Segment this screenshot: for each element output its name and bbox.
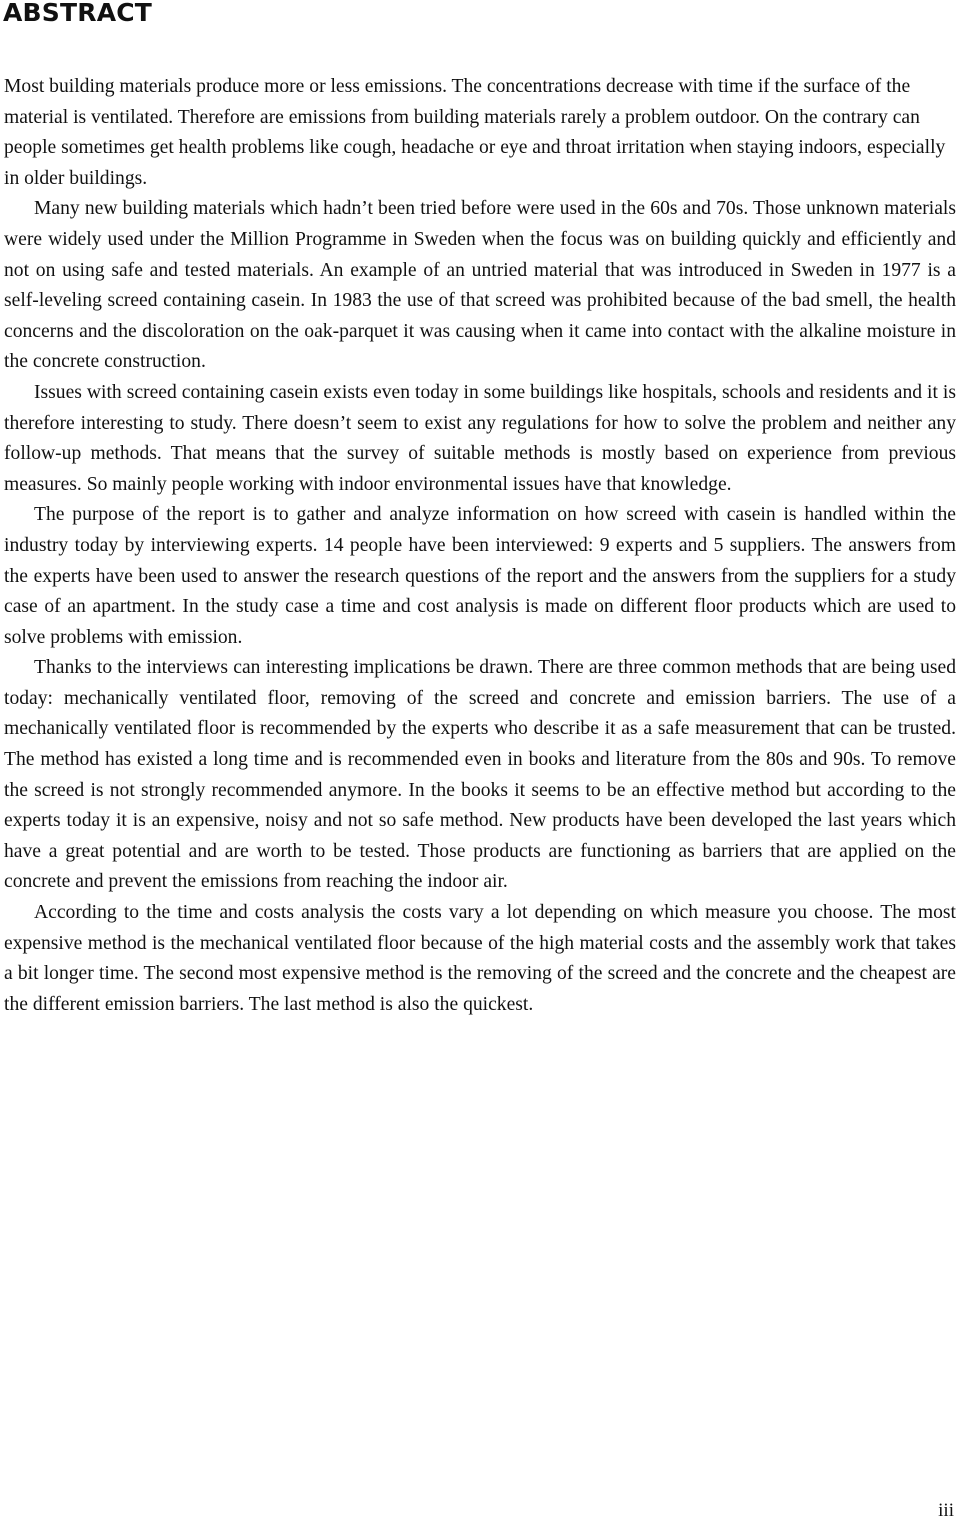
paragraph-cost-analysis: According to the time and costs analysis the costs vary a lot depending on which measure you choose. The most expensive method is the mechanical ventilated floor because of the high material costs and the assembly work that takes a bit longer time. The second most expensive method is the removing of the screed and the concrete and the cheapest are the different emission barriers. The last method is also the quickest. — [4, 902, 956, 1015]
page-number: iii — [938, 1500, 954, 1521]
paragraph-issues: Issues with screed containing casein exists even today in some buildings like hospitals, schools and residents and it is therefore interesting to study. There doesn’t seem to exist any regulations for how to solve the problem and neither any follow-up methods. That means that the survey of suitable methods is mostly based on experience from previous measures. So mainly people working with indoor environmental issues have that knowledge. — [4, 381, 956, 495]
paragraph-purpose: The purpose of the report is to gather and analyze information on how screed with casein is handled within the industry today by interviewing experts. 14 people have been interviewed: 9 experts and 5 suppliers. The answers from the experts have been used to answer the research questions of the report and the answers from the suppliers for a study case of an apartment. In the study case a time and cost analysis is made on different floor products which are used to solve problems with emission. — [4, 504, 956, 648]
abstract-body — [4, 72, 956, 1020]
paragraph-findings: Thanks to the interviews can interesting implications be drawn. There are three common methods that are being used today: mechanically ventilated floor, removing of the screed and concrete and emission barriers. The use of a mechanically ventilated floor is recommended by the experts who describe it as a safe measurement that can be trusted. The method has existed a long time and is recommended even in books and literature from the 80s and 90s. To remove the screed is not strongly recommended anymore. In the books it seems to be an effective method but according to the experts today it is an expensive, noisy and not so safe method. New products have been developed the last years which have a great potential and are worth to be tested. Those products are functioning as barriers that are applied on the concrete and prevent the emissions from reaching the indoor air. — [4, 657, 956, 893]
paragraph-intro: Most building materials produce more or less emissions. The concentrations decrease with time if the surface of the material is ventilated. Therefore are emissions from building materials rarely a problem outdoor. On the contrary can people sometimes get health problems like cough, headache or eye and throat irritation when staying indoors, especially in older buildings. — [4, 76, 946, 189]
paragraph-background: Many new building materials which hadn’t been tried before were used in the 60s and 70s. Those unknown materials were widely used under the Million Programme in Sweden when the focus was on building quickly and efficiently and not on using safe and tested materials. An example of an untried material that was introduced in Sweden in 1977 is a self-leveling screed containing casein. In 1983 the use of that screed was prohibited because of the bad smell, the health concerns and the discoloration on the oak-parquet it was causing when it came into contact with the alkaline moisture in the concrete construction. — [4, 198, 956, 373]
abstract-heading: ABSTRACT — [3, 0, 153, 27]
